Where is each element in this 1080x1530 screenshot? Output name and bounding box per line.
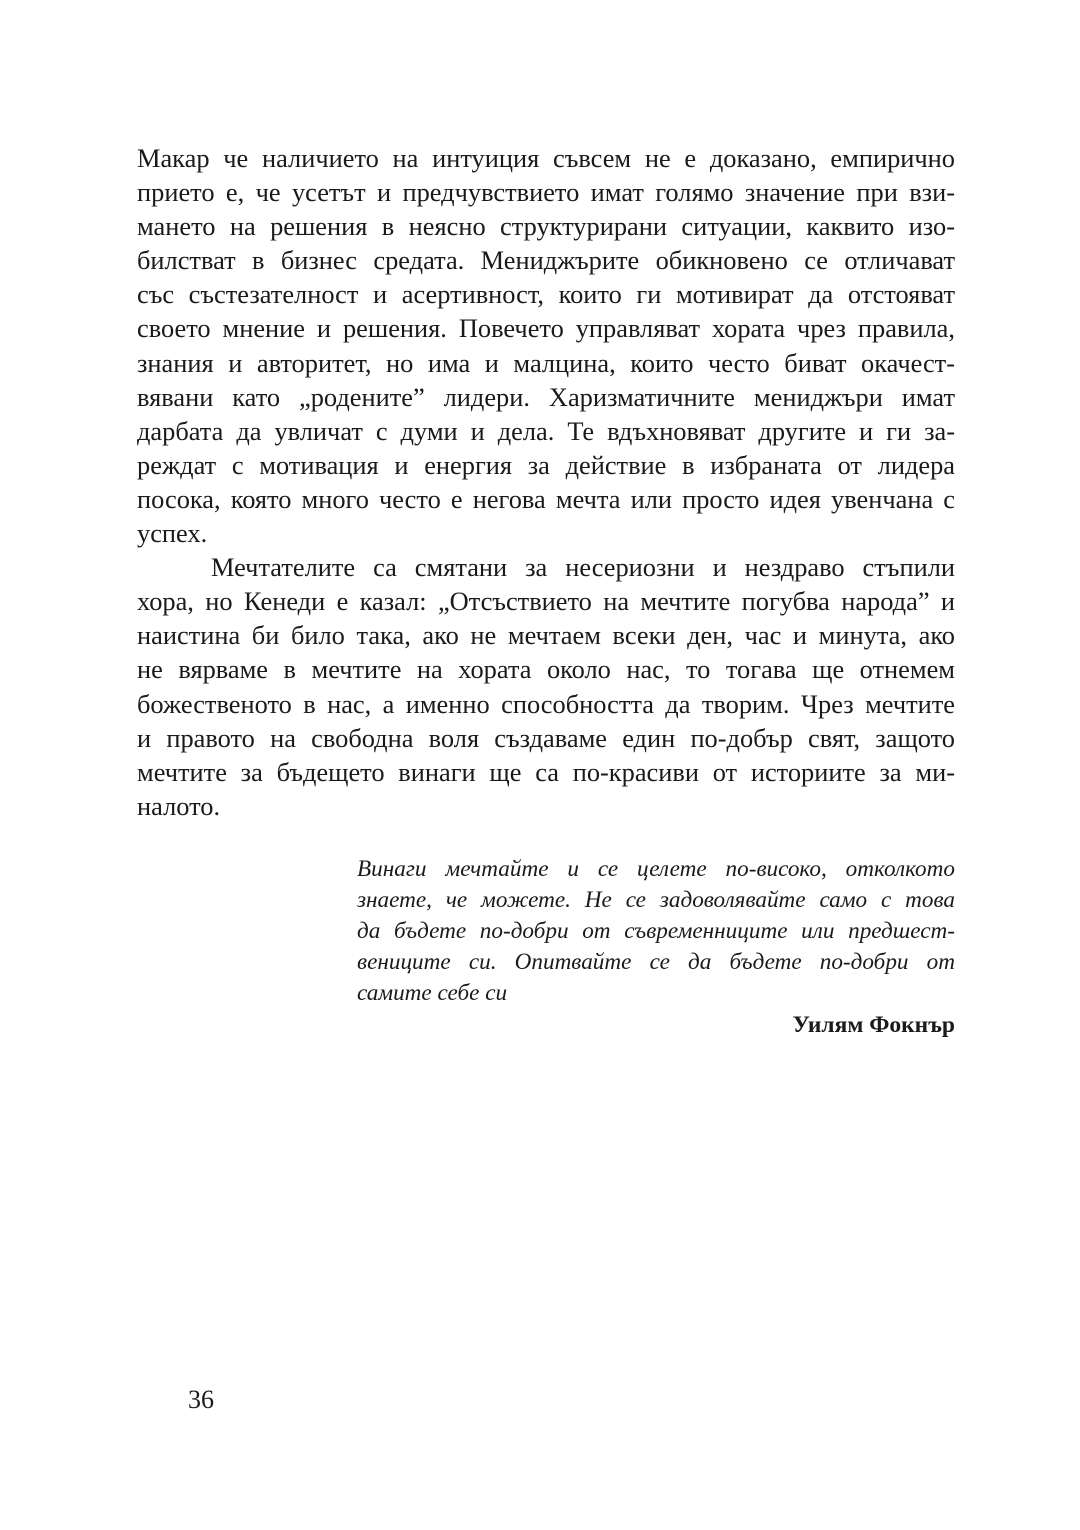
page-number: 36: [188, 1385, 214, 1414]
text-line: не вярваме в мечтите на хората около нас, то тогава ще отнемем: [137, 654, 955, 685]
text-line: Мечтателите са смятани за несериозни и нездраво стъпили: [211, 552, 955, 583]
quote-author: Уилям Фокнър: [792, 1012, 955, 1038]
text-line: налото.: [137, 790, 221, 821]
text-line: билстват в бизнес средата. Мениджърите обикновено се отличават: [137, 245, 955, 276]
text-line: дарбата да увличат с думи и дела. Те вдъхновяват другите и ги за-: [137, 415, 955, 446]
text-line: със състезателност и асертивност, които ги мотивират да отстояват: [137, 279, 955, 310]
quote-line: знаете, че можете. Не се задоволявайте само с това: [357, 887, 955, 913]
text-line: мечтите за бъдещето винаги ще са по-красиви от историите за ми-: [137, 756, 955, 787]
text-line: знания и авторитет, но има и малцина, които често биват окачест-: [137, 347, 955, 378]
text-line: Макар че наличието на интуиция съвсем не е доказано, емпирично: [137, 143, 955, 173]
epigraph-quote: [357, 854, 955, 1009]
text-line: наистина би било така, ако не мечтаем всеки ден, час и минута, ако: [137, 620, 955, 651]
quote-line: Винаги мечтайте и се целете по-високо, отколкото: [357, 856, 955, 882]
quote-line: да бъдете по-добри от съвременниците или предшест-: [357, 918, 955, 944]
text-line: вявани като „родените” лидери. Харизматичните мениджъри имат: [137, 381, 955, 412]
paragraph-1: [137, 141, 955, 550]
text-line: посока, която много често е негова мечта или просто идея увенчана с: [137, 483, 955, 514]
text-line: реждат с мотивация и енергия за действие в избраната от лидера: [137, 449, 955, 480]
quote-line: вениците си. Опитвайте се да бъдете по-добри от: [357, 949, 955, 975]
text-line: прието е, че усетът и предчувствието имат голямо значение при взи-: [137, 177, 955, 208]
quote-line: самите себе си: [357, 980, 508, 1006]
text-line: божественото в нас, а именно способността да творим. Чрез мечтите: [137, 688, 955, 719]
text-line: мането на решения в неясно структурирани ситуации, каквито изо-: [137, 211, 955, 242]
body-text: [137, 141, 955, 823]
text-line: успех.: [137, 518, 208, 549]
text-line: и правото на свободна воля създаваме един по-добър свят, защото: [137, 722, 955, 753]
text-line: хора, но Кенеди е казал: „Отсъствието на мечтите погубва народа” и: [137, 586, 955, 617]
paragraph-2: [137, 550, 955, 823]
text-line: своето мнение и решения. Повечето управляват хората чрез правила,: [137, 313, 955, 344]
